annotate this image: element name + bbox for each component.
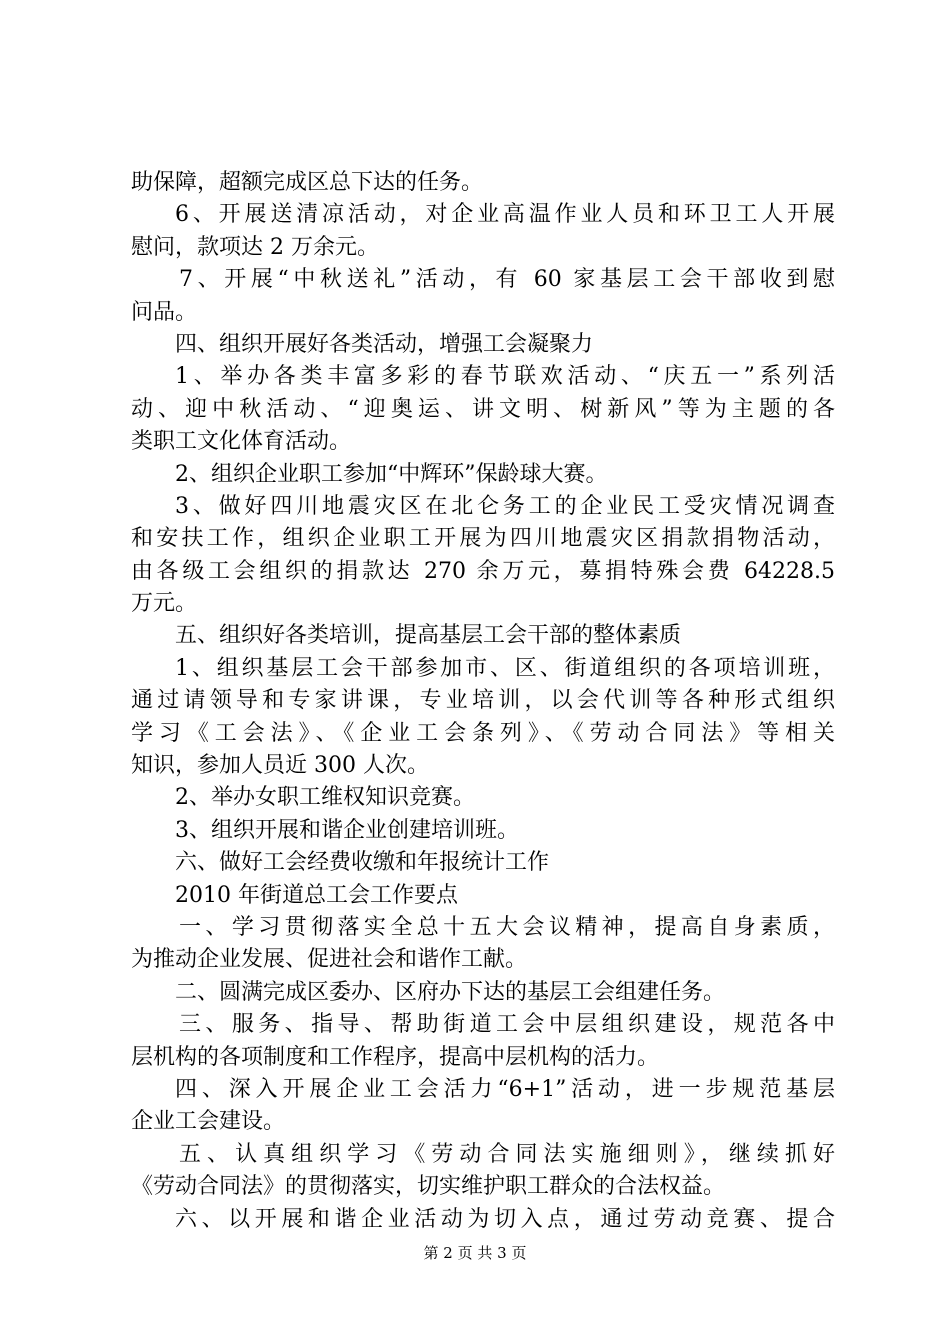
text-line: 三、服务、指导、帮助街道工会中层组织建设，规范各中 [179, 1012, 835, 1038]
text-line: 问品。 [131, 299, 198, 325]
text-line: 1、组织基层工会干部参加市、区、街道组织的各项培训班， [175, 655, 835, 681]
text-line: 知识，参加人员近 300 人次。 [131, 753, 429, 779]
document-body [131, 167, 835, 1236]
text-line: 由各级工会组织的捐款达 270 余万元，募捐特殊会费 64228.5 [131, 558, 835, 584]
text-line: 7、开展“中秋送礼”活动，有 60 家基层工会干部收到慰 [179, 267, 835, 293]
text-line: 慰问，款项达 2 万余元。 [131, 234, 379, 260]
text-line: 3、做好四川地震灾区在北仑务工的企业民工受灾情况调查 [175, 493, 835, 519]
text-line: 类职工文化体育活动。 [131, 429, 352, 455]
text-line: 六、做好工会经费收缴和年报统计工作 [175, 850, 550, 876]
text-line: 二、圆满完成区委办、区府办下达的基层工会组建任务。 [175, 979, 726, 1005]
text-line: 学习《工会法》、《企业工会条列》、《劳动合同法》等相关 [131, 720, 835, 746]
text-line: 3、组织开展和谐企业创建培训班。 [175, 817, 519, 843]
page-footer: 第 2 页 共 3 页 [423, 1244, 527, 1262]
text-line: 2、组织企业职工参加“中辉环”保龄球大赛。 [175, 461, 608, 487]
text-line: 五、认真组织学习《劳动合同法实施细则》，继续抓好 [179, 1141, 835, 1167]
text-line: 和安扶工作，组织企业职工开展为四川地震灾区捐款捐物活动， [131, 526, 835, 552]
text-line: 1、举办各类丰富多彩的春节联欢活动、“庆五一”系列活 [175, 364, 835, 390]
text-line: 助保障，超额完成区总下达的任务。 [131, 170, 484, 195]
text-line: 一、学习贯彻落实全总十五大会议精神，提高自身素质， [179, 914, 835, 940]
text-line: 2、举办女职工维权知识竞赛。 [175, 785, 475, 811]
text-line: 企业工会建设。 [131, 1109, 286, 1135]
text-line: 四、深入开展企业工会活力“6+1”活动，进一步规范基层 [175, 1076, 835, 1102]
text-line: 通过请领导和专家讲课，专业培训，以会代训等各种形式组织 [131, 688, 835, 714]
text-line: 动、迎中秋活动、“迎奥运、讲文明、树新风”等为主题的各 [131, 396, 835, 422]
text-line: 6、开展送清凉活动，对企业高温作业人员和环卫工人开展 [175, 202, 835, 228]
text-line: 万元。 [131, 591, 198, 617]
text-line: 《劳动合同法》的贯彻落实，切实维护职工群众的合法权益。 [131, 1174, 726, 1200]
text-line: 六、以开展和谐企业活动为切入点，通过劳动竞赛、提合 [175, 1206, 835, 1232]
text-line: 层机构的各项制度和工作程序，提高中层机构的活力。 [131, 1044, 660, 1070]
text-line: 2010 年街道总工会工作要点 [175, 882, 458, 908]
text-line: 五、组织好各类培训，提高基层工会干部的整体素质 [175, 623, 682, 649]
text-line: 四、组织开展好各类活动，增强工会凝聚力 [175, 331, 594, 357]
text-line: 为推动企业发展、促进社会和谐作工献。 [131, 947, 528, 973]
